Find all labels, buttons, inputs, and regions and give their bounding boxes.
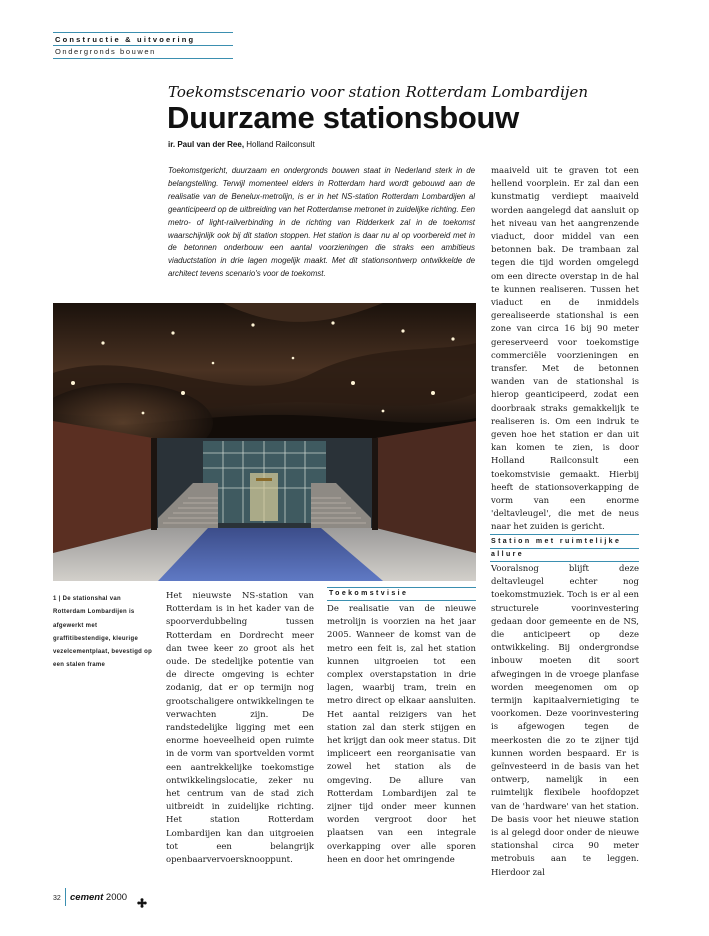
body-column-1: [166, 590, 314, 867]
col2-heading-rule-top: [327, 587, 476, 588]
station-hall-photo: [53, 303, 476, 581]
caption-text: De stationshal van Rotterdam Lombardijen is afgewerkt met graffitibestendige, kleurige vezelcementplaat, bevestigd op een stalen frame: [53, 596, 153, 669]
column-1-text: Het nieuwste NS-station van Rotterdam is in het kader van de spoorverdubbeling tussen Rotterdam en Dordrecht meer dan twee keer zo groot als het oude. De stedelijke potentie van de directe omgeving is echter zodanig, dat er op termijn nog grootschaligere ontwikkelingen te verwachten zijn. De randstedelijke ligging met een enorme hoeveelheid open ruimte in de vorm van sportvelden vormt een aantrekkelijke toekomstige ontwikkelingslocatie, zeker nu het centrum van de stad zich uitbreidt in zuidelijke richting. Het station Rotterdam Lombardijen kan dan uitgroeien tot een belangrijk openbaarvervoersknooppunt.: [166, 591, 314, 866]
article-byline: [168, 140, 315, 149]
author-affiliation: Holland Railconsult: [244, 140, 315, 149]
subsection-label: Ondergronds bouwen: [55, 47, 156, 56]
col3-heading-line2: allure: [491, 551, 525, 558]
column-3-top-text: maaiveld uit te graven tot een hellend voorplein. Er zal dan een kunstmatig verdiept maaiveld worden aangelegd dat aansluit op het niveau van het aangrenzende viaduct, door middel van een betonnen bak. De trambaan zal tegen die tijd worden omgelegd om een directe overstap in de hal te kunnen realiseren. Tussen het viaduct en de inmiddels gerealiseerde stationshal is een zone van circa 16 bij 90 meter gereserveerd voor toekomstige commerciële voorzieningen en transfer. Met de betonnen wanden van de stationshal is hierop geanticipeerd, zodat een doorbraak straks gemakkelijk te realiseren is. Om een indruk te geven hoe het station er dan uit kan komen te zien, is door Holland Railconsult een toekomstvisie gemaakt. Hierbij heeft de stationsoverkapping de vorm van een enorme 'deltavleugel', die met de neus naar het zuiden is gericht.: [491, 166, 639, 533]
body-column-3-bottom: [491, 563, 639, 880]
section-label: Constructie & uitvoering: [55, 35, 196, 44]
intro-text: Toekomstgericht, duurzaam en ondergronds bouwen staat in Nederland sterk in de belangstelling. Terwijl momenteel elders in Rotterdam hard wordt gebouwd aan de realisatie van de Benelux-metrolijn, is er in het NS-station Rotterdam Lombardijen al geanticipeerd op de uitbreiding van het Rotterdamse metronet in zuidelijke richting. Een metro- of light-railverbinding in de richting van Ridderkerk zal in de toekomst waarschijnlijk ook bij dit station stoppen. Het station is daar nu al op voorbereid met in de betonnen onderbouw een aantal voorzieningen die straks een ambitieus viaductstation in drie lagen mogelijk maakt. Met dit stationsontwerp ontwikkelde de architect tevens scenario's voor de toekomst.: [168, 166, 475, 279]
col2-heading: Toekomstvisie: [329, 590, 409, 597]
photo-caption: [53, 593, 153, 673]
magazine-title: cement: [70, 892, 104, 903]
article-kicker: Toekomstscenario voor station Rotterdam Lombardijen: [168, 83, 589, 101]
col3-heading-line1: Station met ruimtelijke: [491, 538, 622, 545]
col3-heading-rule-top: [490, 534, 639, 535]
column-2-text: De realisatie van de nieuwe metrolijn is voorzien na het jaar 2005. Wanneer de komst van de metro een feit is, zal het station kunnen uitgroeien tot een complex overstapstation in drie lagen, waarbij tram, trein en metro direct op elkaar aansluiten. Het aantal reizigers van het station zal dan sterk stijgen en het krijgt dan ook meer status. Dit impliceert een reorganisatie van zowel het station als de omgeving. De allure van Rotterdam Lombardijen zal te zijner tijd onder meer kunnen worden vergroot door het plaatsen van een integrale overkapping over alle sporen heen en door het omringende: [327, 604, 476, 865]
magazine-year: 2000: [103, 892, 128, 903]
article-title: Duurzame stationsbouw: [167, 100, 519, 135]
col3-heading-rule-mid: [490, 548, 639, 549]
flower-icon: [137, 893, 147, 912]
column-3-bottom-text: Vooralsnog blijft deze deltavleugel echter nog toekomstmuziek. Toch is er al een structurele voorinvestering gedaan door gemeente en de NS, die anticipeert op deze ontwikkeling. Bij ondergrondse inbouw moeten dit soort afwegingen in de vroege planfase worden meegenomen om op termijn kapitaalvernietiging te voorkomen. Deze voorinvestering is afgewogen tegen de meerkosten die zo te zijner tijd kunnen worden bespaard. Er is geïnvesteerd in de basis van het ontwerp, namelijk in een ruimtelijk flexibele hoofdopzet van de 'hardware' van het station. De basis voor het nieuwe station is al gelegd door onder de nieuwe stationshal circa 90 meter metrobuis aan te leggen. Hierdoor zal: [491, 564, 639, 878]
page-number: 32: [53, 895, 61, 902]
footer-divider: [65, 888, 66, 906]
caption-number: 1 |: [53, 596, 61, 602]
body-column-3-top: [491, 165, 639, 535]
body-column-2: [327, 603, 476, 867]
col3-heading-rule-bottom: [490, 561, 639, 562]
author-name: ir. Paul van der Ree,: [168, 140, 245, 149]
header-rule-mid: [53, 45, 233, 46]
magazine-name: [70, 892, 127, 903]
col2-heading-rule-bottom: [327, 600, 476, 601]
article-intro: [168, 165, 475, 281]
header-rule-bottom: [53, 58, 233, 59]
header-rule-top: [53, 32, 233, 33]
